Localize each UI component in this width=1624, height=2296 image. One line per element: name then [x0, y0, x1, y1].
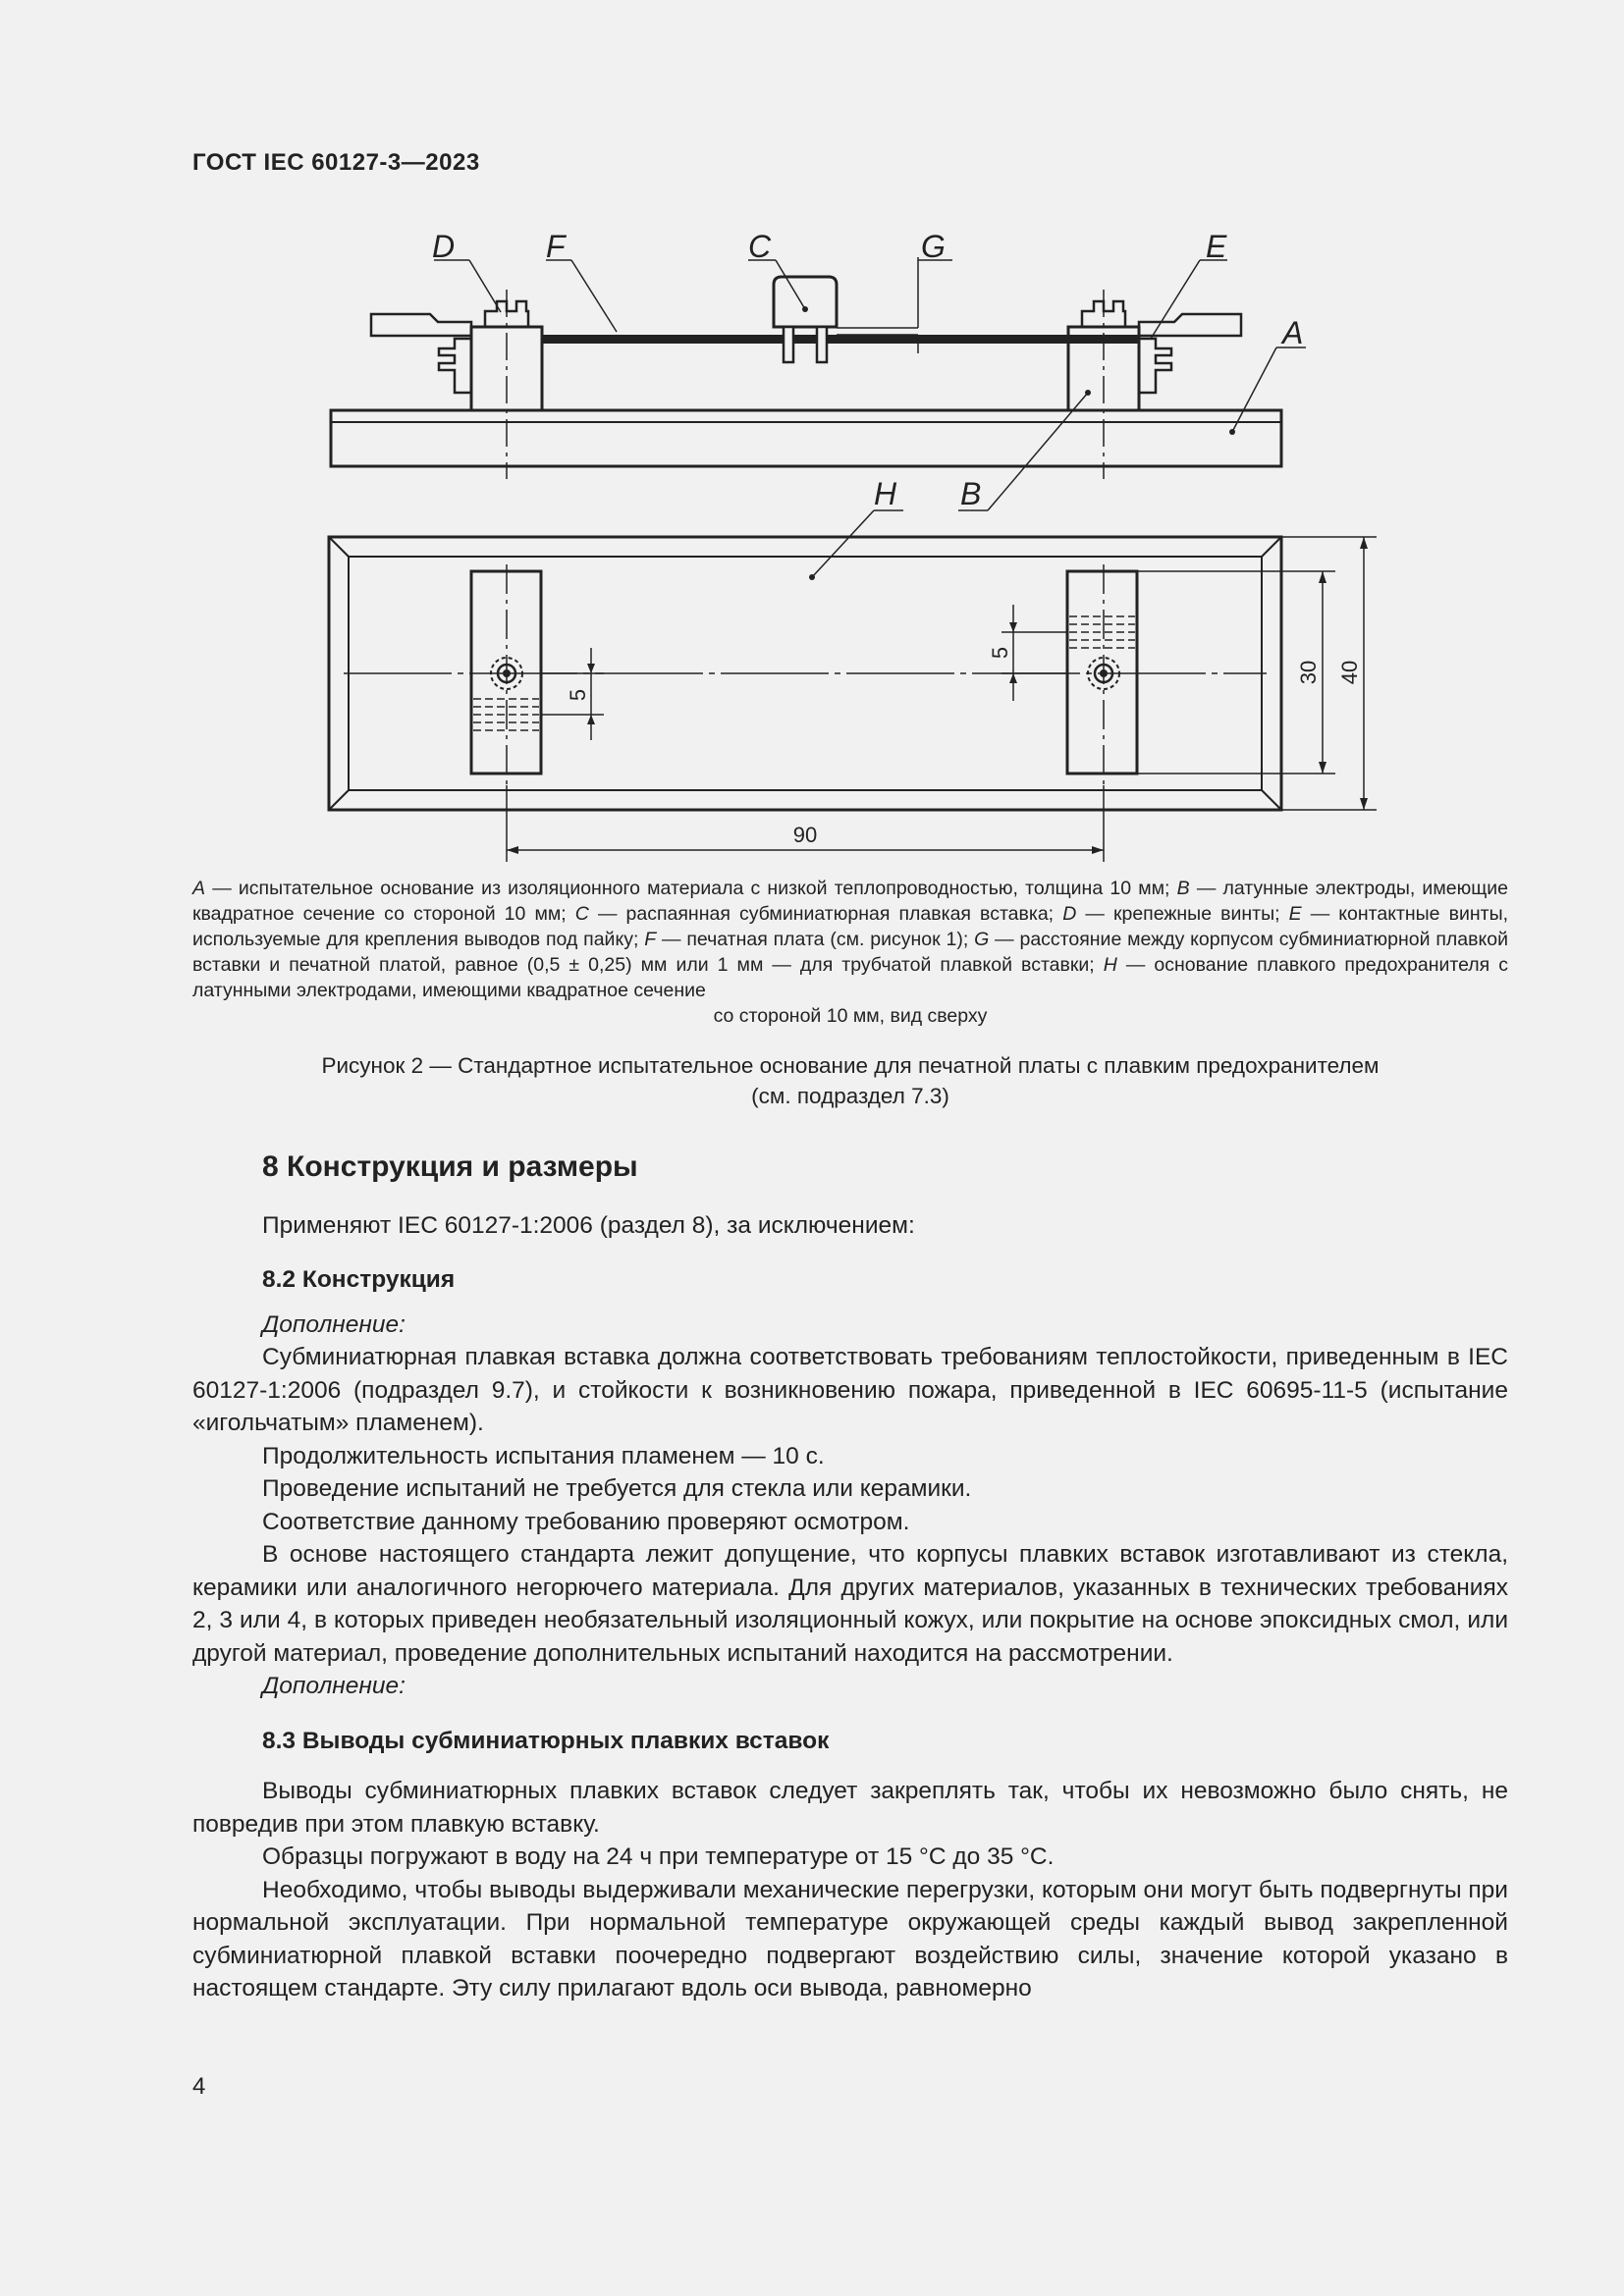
s82-paragraph: Субминиатюрная плавкая вставка должна соответствовать требованиям теплостойкости, приведенным в IEC 60127-1:2006 (подраздел 9.7), и стойкости к возникновению пожара, приведенной в IEC 60695-11-5 (испытание «игольчатым» пламенем).: [192, 1344, 1508, 1436]
section-8: [192, 1150, 1508, 2005]
legend-text-h-tail: со стороной 10 мм, вид сверху: [713, 1005, 988, 1027]
callout-c: C: [748, 229, 772, 264]
s82-paragraph: В основе настоящего стандарта лежит допущение, что корпусы плавких вставок изготавливают из стекла, керамики или аналогичного негорючего материала. Для других материалов, указанных в технических требованиях 2, 3 или 4, в которых приведен необязательный изоляционный кожух, или покрытие на основе эпоксидных смол, или другой материал, проведение дополнительных испытаний находится на рассмотрении.: [192, 1541, 1508, 1667]
s82-paragraph: Продолжительность испытания пламенем — 10 с.: [262, 1442, 825, 1469]
legend-text-g: — расстояние между корпусом субминиатюрной плавкой вставки и печатной платой, равное (0,5 ± 0,25) мм или 1 мм — для трубчатой плавкой вставки;: [192, 929, 1508, 976]
callout-e: E: [1206, 229, 1227, 264]
legend-text-a: — испытательное основание из изоляционного материала с низкой теплопроводностью, толщина 10 мм;: [205, 878, 1177, 899]
callout-d: D: [432, 229, 456, 264]
s82-paragraph: Соответствие данному требованию проверяют осмотром.: [262, 1508, 910, 1535]
callout-g: G: [921, 229, 946, 264]
fuse-body-side: [774, 277, 837, 327]
callout-h: H: [874, 476, 897, 511]
test-base-figure: [0, 0, 1624, 864]
callout-f: F: [546, 229, 566, 264]
base-plate-side: [331, 410, 1281, 466]
document-header: ГОСТ IEC 60127-3—2023: [192, 149, 480, 176]
s83-paragraph: Необходимо, чтобы выводы выдерживали механические перегрузки, которым они могут быть подвергнуты при нормальной эксплуатации. При нормальной температуре окружающей среды каждый вывод закрепленной субминиатюрной плавкой вставки поочередно подвергают воздействию силы, значение которой указано в настоящем стандарте. Эту силу прилагают вдоль оси вывода, равномерно: [192, 1876, 1508, 2002]
dim-5-left: 5: [566, 688, 590, 702]
legend-key-h: H: [1103, 954, 1117, 976]
legend-key-e: E: [1288, 903, 1302, 925]
addition-label-1: Дополнение:: [262, 1310, 406, 1338]
legend-text-e: — контактные винты, используемые для крепления выводов под пайку;: [192, 903, 1509, 950]
legend-text-b: — латунные электроды, имеющие квадратное сечение со стороной 10 мм;: [192, 878, 1508, 925]
legend-text-d: — крепежные винты;: [1076, 903, 1289, 925]
legend-text-c: — распаянная субминиатюрная плавкая вставка;: [588, 903, 1063, 925]
callout-b: B: [960, 476, 982, 511]
figure-legend: [192, 876, 1508, 1029]
section-8-2-heading: 8.2 Конструкция: [262, 1266, 456, 1293]
dim-5-right: 5: [988, 646, 1012, 660]
figure-caption: [192, 1050, 1508, 1111]
legend-key-c: C: [574, 903, 589, 925]
legend-key-a: A: [192, 878, 206, 899]
addition-label-2: Дополнение:: [262, 1673, 406, 1699]
s83-paragraph: Выводы субминиатюрных плавких вставок следует закреплять так, чтобы их невозможно было снять, не повредив при этом плавкую вставку.: [192, 1778, 1508, 1838]
pcb-strip: [542, 335, 1139, 344]
figure-caption-line1: Рисунок 2 — Стандартное испытательное основание для печатной платы с плавким предохранителем: [321, 1053, 1380, 1078]
legend-key-d: D: [1062, 903, 1077, 925]
dim-90: 90: [792, 823, 818, 847]
figure-caption-line2: (см. подраздел 7.3): [751, 1084, 949, 1108]
s83-paragraph: Образцы погружают в воду на 24 ч при температуре от 15 °С до 35 °С.: [262, 1843, 1055, 1870]
dim-30: 30: [1296, 660, 1321, 685]
page-number: 4: [192, 2073, 206, 2100]
section-8-heading: 8 Конструкция и размеры: [262, 1150, 638, 1183]
s82-paragraph: Проведение испытаний не требуется для стекла или керамики.: [262, 1475, 972, 1502]
legend-text-h: — основание плавкого предохранителя с латунными электродами, имеющими квадратное сечение: [192, 954, 1508, 1001]
legend-key-b: B: [1176, 878, 1190, 899]
callout-a: A: [1282, 315, 1304, 350]
section-8-intro: Применяют IEC 60127-1:2006 (раздел 8), за исключением:: [262, 1211, 915, 1239]
legend-key-f: F: [644, 929, 657, 950]
dim-40: 40: [1337, 660, 1362, 685]
section-8-3-heading: 8.3 Выводы субминиатюрных плавких вставок: [262, 1727, 830, 1754]
legend-key-g: G: [974, 929, 990, 950]
legend-text-f: — печатная плата (см. рисунок 1);: [656, 929, 975, 950]
